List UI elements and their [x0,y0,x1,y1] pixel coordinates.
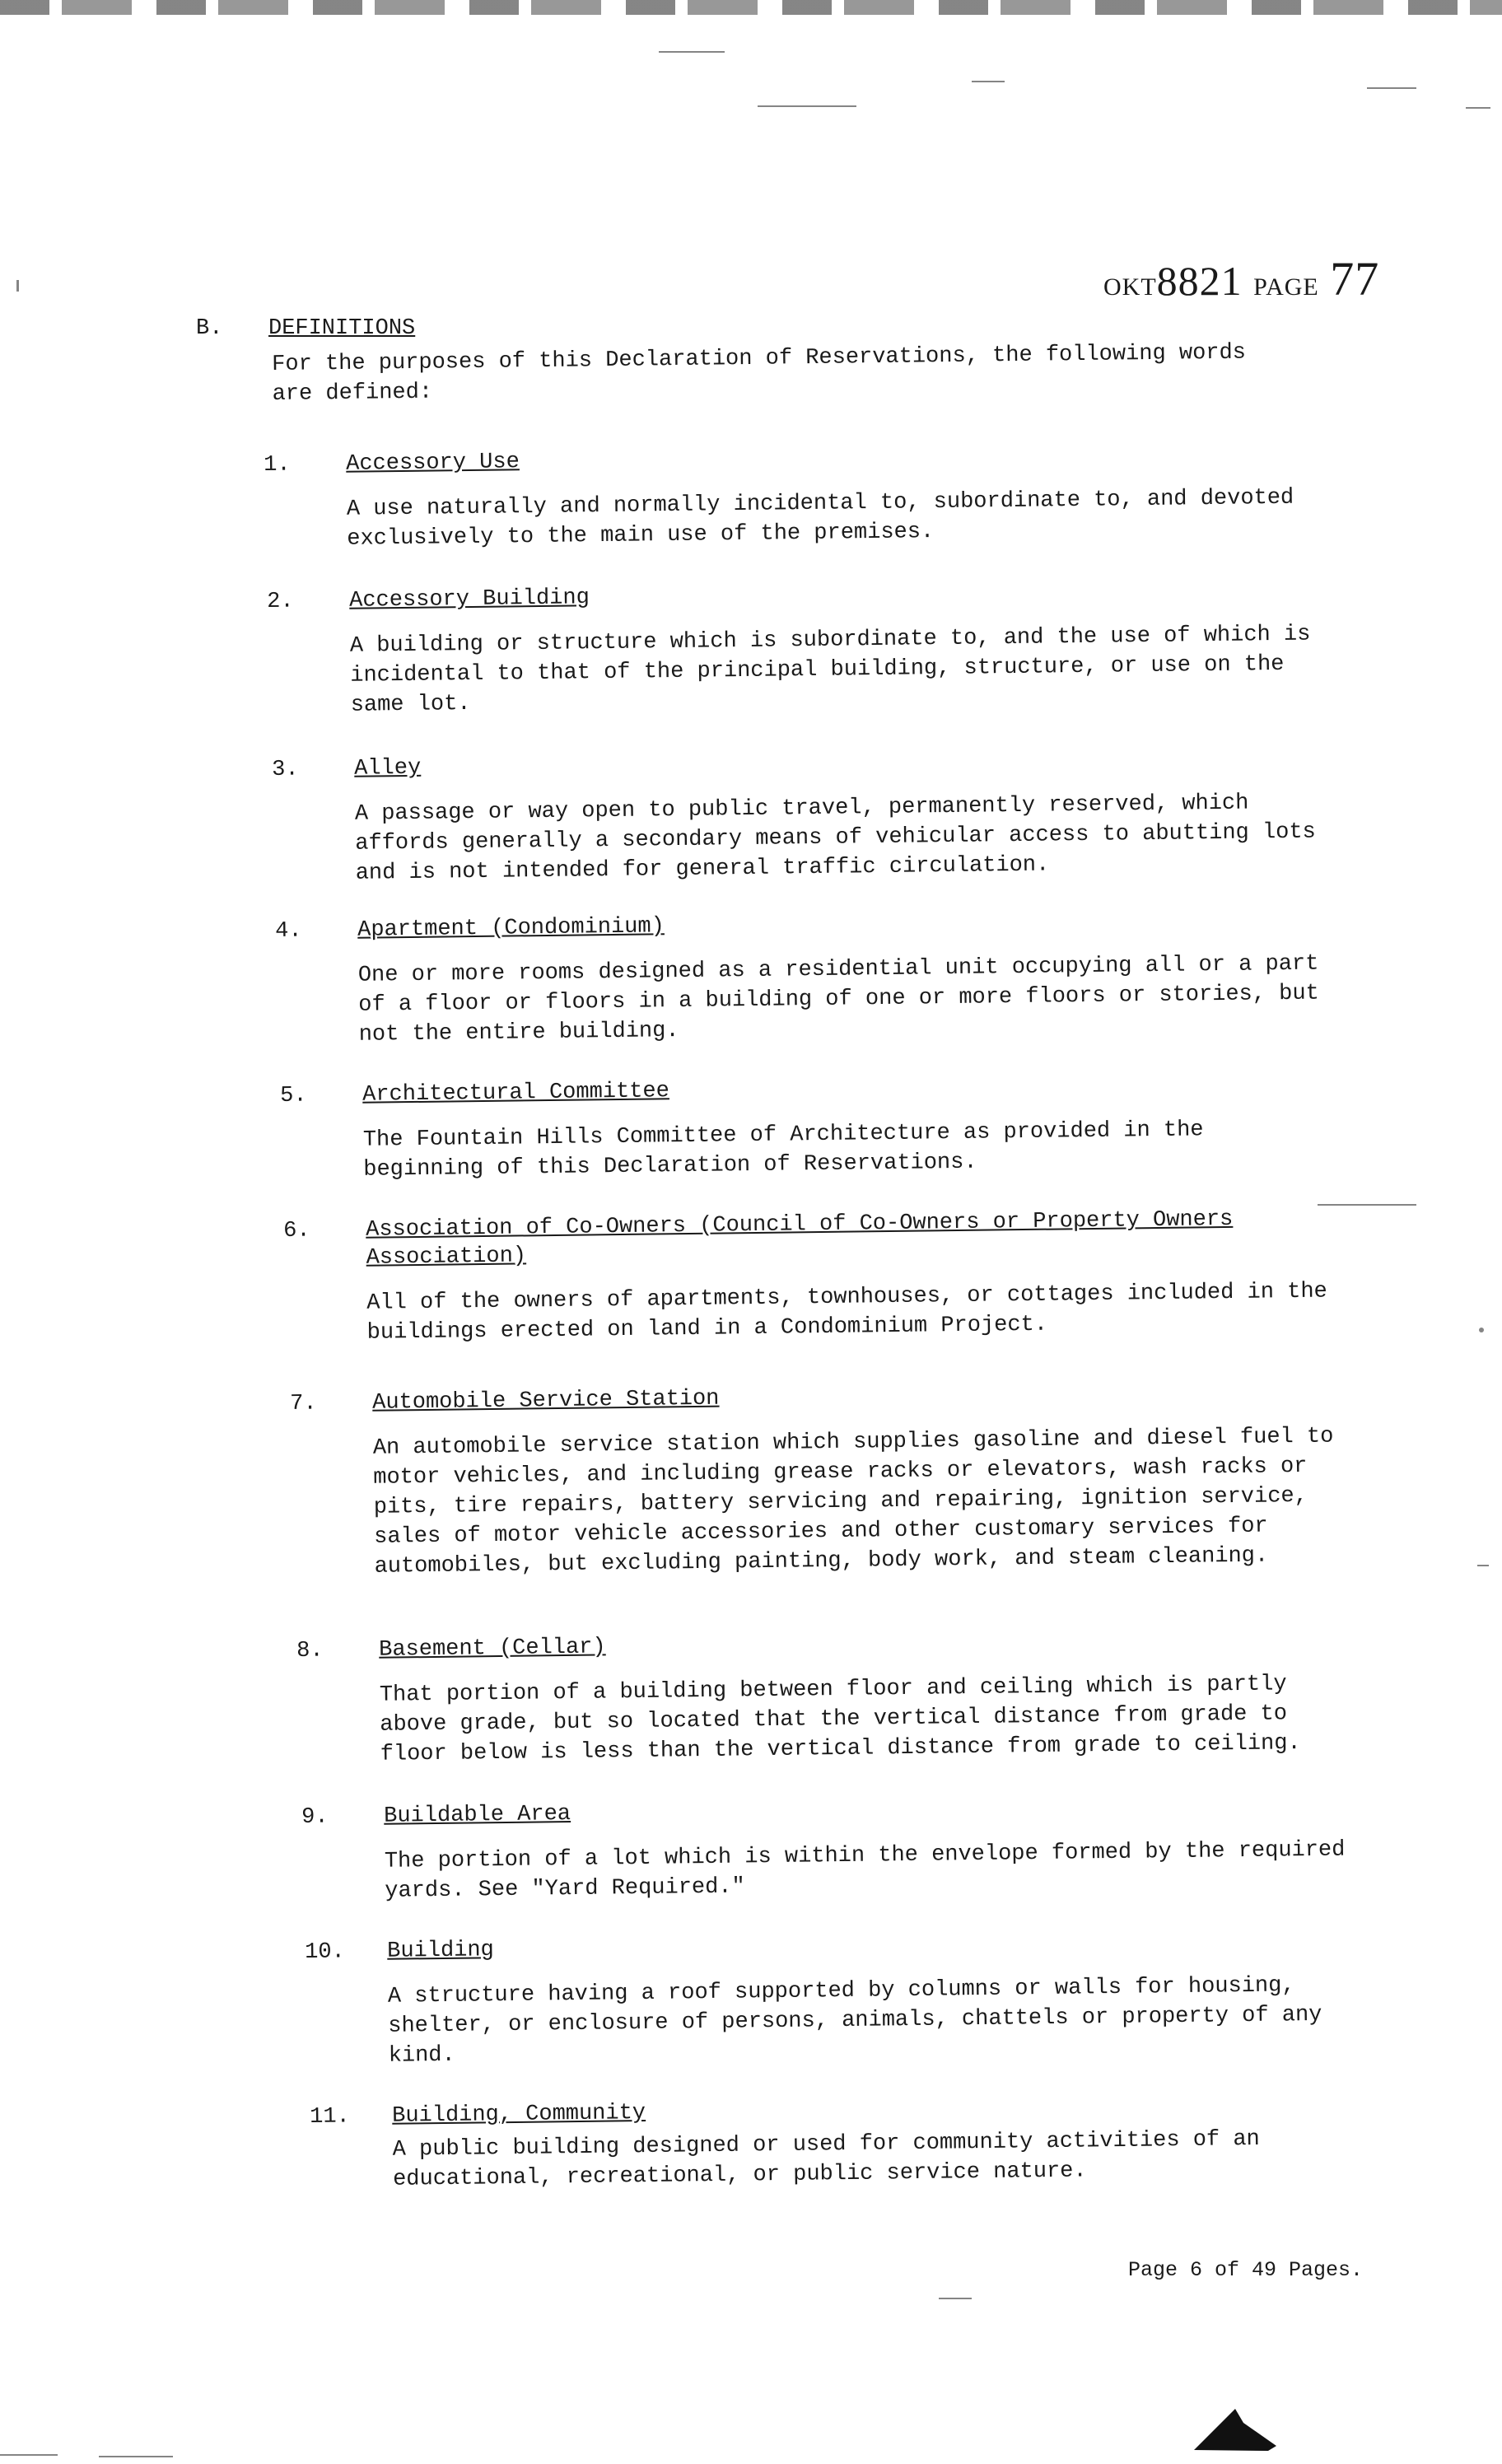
scan-artifact [1479,1328,1484,1332]
definition-number: 4. [275,918,302,944]
definition-number: 9. [301,1804,329,1830]
definition-text: The portion of a lot which is within the envelope formed by the required yards. See "Yard Required." [384,1837,1346,1904]
definition-term: Alley [354,755,422,782]
section-heading [196,316,415,341]
definition-term: Architectural Committee [362,1079,670,1108]
definition-term: Association of Co-Owners (Council of Co-Owners or Property Owners [366,1206,1234,1243]
scan-artifact [99,2456,173,2457]
definition-term: Automobile Service Station [372,1386,720,1416]
page-number: 77 [1330,252,1380,306]
definition-text: All of the owners of apartments, townhouses, or cottages included in the buildings erected on land in a Condominium Project. [366,1279,1327,1346]
definition-text: A structure having a roof supported by columns or walls for housing, shelter, or enclosure of persons, animals, chattels or property of any kind. [387,1973,1322,2069]
book-prefix: OKT [1103,273,1157,301]
scan-blot-mark [1186,2405,1285,2454]
section-title: DEFINITIONS [268,316,416,341]
definition-number: 10. [305,1939,345,1965]
definition-item [267,575,1339,721]
scan-artifact [1477,1565,1489,1566]
definition-item [296,1624,1369,1771]
definition-text: A building or structure which is subordinate to, and the use of which is incidental to that of the principal building, structure, or use on the same lot. [349,622,1311,718]
page-prefix: PAGE [1253,273,1319,301]
definition-term: Accessory Use [346,450,520,477]
scan-artifact [972,81,1005,82]
definition-text: A use naturally and normally incidental to, subordinate to, and devoted exclusively to the main use of the premises. [346,485,1294,552]
definition-item [264,438,1335,555]
section-intro: For the purposes of this Declaration of Reservations, the following words are defined: [272,340,1247,407]
scan-artifact [0,2454,58,2456]
definition-item [280,1069,1351,1186]
definition-item [283,1204,1355,1349]
scan-artifact [939,2298,972,2299]
definition-number: 5. [280,1083,307,1108]
definition-term: Buildable Area [384,1802,571,1829]
definition-number: 3. [272,757,299,782]
scan-artifact [758,105,856,107]
definition-number: 2. [267,589,294,614]
scan-artifact [659,51,725,53]
definition-term: Building, Community [392,2101,646,2129]
book-number: 8821 [1156,258,1243,304]
scan-artifact [1367,87,1416,89]
definition-item [301,1790,1373,1907]
definition-term: Accessory Building [349,586,590,614]
definition-item [305,1925,1377,2072]
definition-number: 1. [264,452,291,478]
definition-text: A public building designed or used for community activities of an educational, recreational, or public service nature. [392,2126,1260,2192]
section-letter: B. [196,316,223,341]
definition-term-continued: Association) [366,1244,527,1271]
definition-text: An automobile service station which supplies gasoline and diesel fuel to motor vehicles, and including grease racks or elevators, wash racks or pits, tire repairs, battery servicing and repairing, ignition service, sales of motor vehicle accessories and other customary services for automobiles, but excluding painting, body work, and steam cleaning. [372,1424,1334,1580]
book-page-reference [1103,251,1379,306]
definition-item [290,1377,1363,1583]
definition-text: That portion of a building between floor and ceiling which is partly above grade, but so located that the vertical distance from grade to floor below is less than the vertical distance from grade to ceiling. [379,1672,1301,1767]
scan-artifact [16,280,19,292]
definition-term: Basement (Cellar) [379,1635,606,1663]
definition-item [272,743,1344,889]
definition-number: 7. [290,1391,317,1416]
definition-term: Building [387,1938,494,1964]
definition-text: One or more rooms designed as a residential unit occupying all or a part of a floor or floors in a building of one or more floors or stories, but not the entire building. [357,951,1320,1048]
scan-artifact [1466,107,1490,109]
definition-number: 11. [310,2104,350,2130]
page-count-footer: Page 6 of 49 Pages. [1128,2258,1364,2282]
scan-artifact-top [0,0,1502,15]
definition-text: The Fountain Hills Committee of Architecture as provided in the beginning of this Declaration of Reservations. [362,1118,1204,1183]
definition-number: 6. [283,1218,310,1244]
definition-item [275,904,1347,1051]
definition-item [310,2090,1381,2196]
definition-term: Apartment (Condominium) [357,914,665,943]
definition-number: 8. [296,1638,324,1664]
definition-text: A passage or way open to public travel, permanently reserved, which affords generally a secondary means of vehicular access to abutting lots and is not intended for general traffic circulation. [354,791,1317,886]
